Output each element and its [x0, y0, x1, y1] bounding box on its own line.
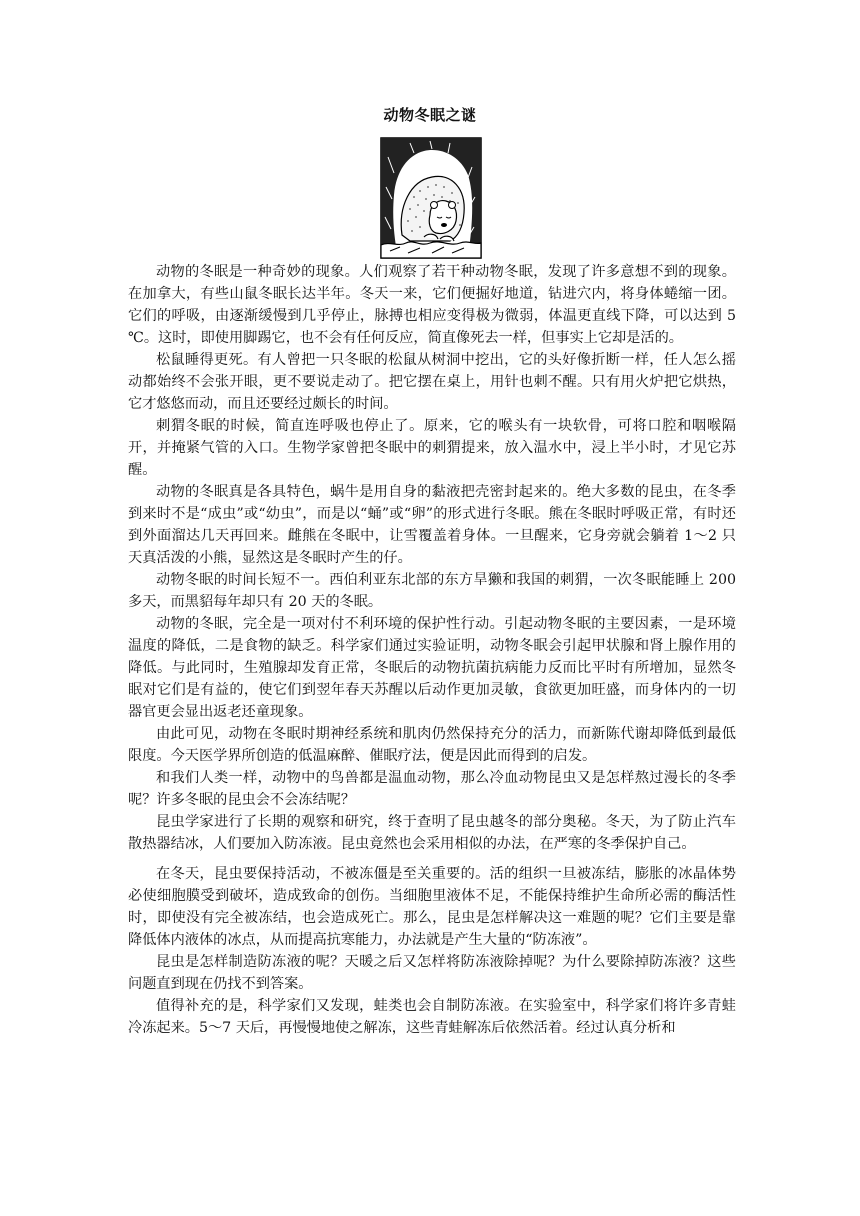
paragraph: 昆虫是怎样制造防冻液的呢？天暖之后又怎样将防冻液除掉呢？为什么要除掉防冻液？这些问题直到现在仍找不到答案。 — [128, 954, 736, 992]
paragraph: 动物的冬眠是一种奇妙的现象。人们观察了若干种动物冬眠，发现了许多意想不到的现象。在加拿大，有些山鼠冬眠长达半年。冬天一来，它们便掘好地道，钻进穴内，将身体蜷缩一团。它们的呼吸，由逐渐缓慢到几乎停止，脉搏也相应变得极为微弱，体温更直线下降，可以达到 5 ℃。这时，即使用脚踢它，也不会有任何反应，简直像死去一样，但事实上它却是活的。 — [128, 264, 736, 346]
article-body — [128, 261, 736, 1039]
paragraph: 动物冬眠的时间长短不一。西伯利亚东北部的东方旱獭和我国的刺猬，一次冬眠能睡上 200 多天，而黑貂每年却只有 20 天的冬眠。 — [128, 572, 736, 610]
paragraph: 在冬天，昆虫要保持活动，不被冻僵是至关重要的。活的组织一旦被冻结，膨胀的冰晶体势必使细胞膜受到破坏，造成致命的创伤。当细胞里液体不足，不能保持维护生命所必需的酶活性时，即使没有完全被冻结，也会造成死亡。那么，昆虫是怎样解决这一难题的呢？它们主要是靠降低体内液体的冰点，从而提高抗寒能力，办法就是产生大量的“防冻液”。 — [128, 866, 736, 948]
paragraph: 动物的冬眠，完全是一项对付不利环境的保护性行动。引起动物冬眠的主要因素，一是环境温度的降低，二是食物的缺乏。科学家们通过实验证明，动物冬眠会引起甲状腺和肾上腺作用的降低。与此同时，生殖腺却发育正常，冬眠后的动物抗菌抗病能力反而比平时有所增加，显然冬眠对它们是有益的，使它们到翌年春天苏醒以后动作更加灵敏，食欲更加旺盛，而身体内的一切器官更会显出返老还童现象。 — [128, 616, 736, 720]
paragraph: 动物的冬眠真是各具特色，蜗牛是用自身的黏液把壳密封起来的。绝大多数的昆虫，在冬季到来时不是“成虫”或“幼虫”，而是以“蛹”或“卵”的形式进行冬眠。熊在冬眠时呼吸正常，有时还到外面溜达几天再回来。雌熊在冬眠中，让雪覆盖着身体。一旦醒来，它身旁就会躺着 1～2 只天真活泼的小熊，显然这是冬眠时产生的仔。 — [128, 484, 736, 566]
paragraph: 昆虫学家进行了长期的观察和研究，终于查明了昆虫越冬的部分奥秘。冬天，为了防止汽车散热器结冰，人们要加入防冻液。昆虫竟然也会采用相似的办法，在严寒的冬季保护自己。 — [128, 814, 736, 852]
paragraph: 和我们人类一样，动物中的鸟兽都是温血动物，那么冷血动物昆虫又是怎样熬过漫长的冬季呢？许多冬眠的昆虫会不会冻结呢？ — [128, 770, 736, 808]
paragraph: 刺猬冬眠的时候，简直连呼吸也停止了。原来，它的喉头有一块软骨，可将口腔和咽喉隔开，并掩紧气管的入口。生物学家曾把冬眠中的刺猬提来，放入温水中，浸上半小时，才见它苏醒。 — [128, 418, 736, 478]
paragraph: 值得补充的是，科学家们又发现，蛙类也会自制防冻液。在实验室中，科学家们将许多青蛙冷冻起来。5～7 天后，再慢慢地使之解冻，这些青蛙解冻后依然活着。经过认真分析和 — [128, 998, 736, 1036]
paragraph: 由此可见，动物在冬眠时期神经系统和肌肉仍然保持充分的活力，而新陈代谢却降低到最低限度。今天医学界所创造的低温麻醉、催眠疗法，便是因此而得到的启发。 — [128, 726, 736, 764]
paragraph: 松鼠睡得更死。有人曾把一只冬眠的松鼠从树洞中挖出，它的头好像折断一样，任人怎么摇动都始终不会张开眼，更不要说走动了。把它摆在桌上，用针也刺不醒。只有用火炉把它烘热，它才悠悠而动，而且还要经过颇长的时间。 — [128, 352, 736, 412]
bear-in-cave-icon — [380, 137, 482, 259]
document-title: 动物冬眠之谜 — [383, 106, 477, 124]
